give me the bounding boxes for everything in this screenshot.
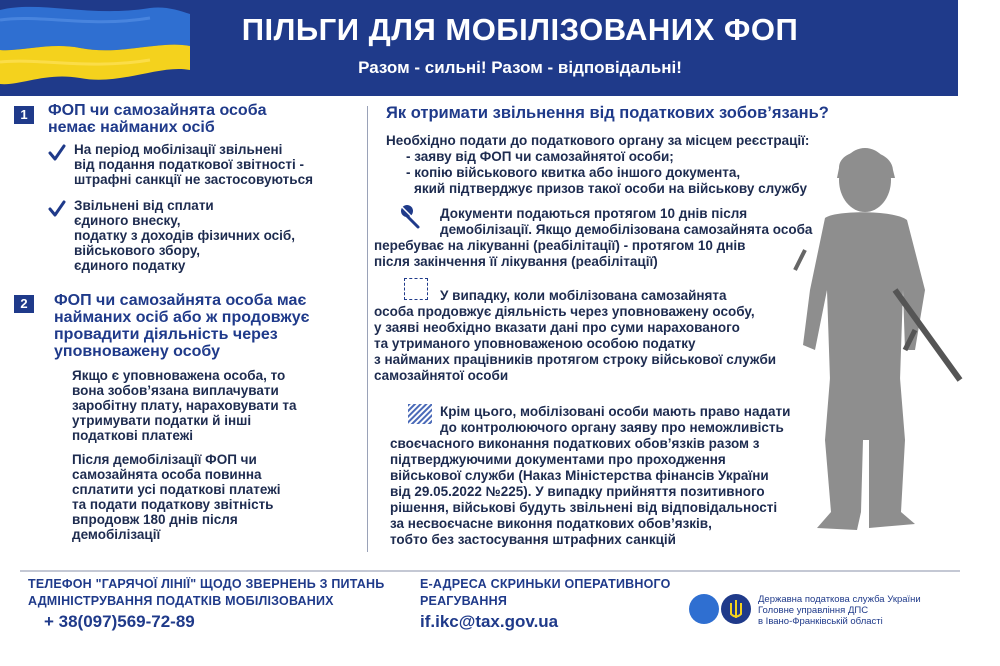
- text-line: своєчасного виконання податкових обов’язків разом з: [390, 436, 760, 451]
- section-1-number: 1: [14, 106, 34, 124]
- text-line: особа продовжує діяльність через уповноважену особу,: [374, 304, 755, 319]
- text-line: єдиного внеску,: [74, 213, 181, 228]
- text-line: перебуває на лікуванні (реабілітації) - протягом 10 днів: [374, 238, 746, 253]
- text-line: та подати податкову звітність: [72, 497, 274, 512]
- section-1-title-line: немає найманих осіб: [48, 119, 215, 136]
- text-line: та утриманого уповноваженою особою податку: [374, 336, 696, 351]
- org-line-1: Державна податкова служба України: [758, 594, 921, 605]
- text-line: тобто без застосування штрафних санкцій: [390, 532, 676, 547]
- checkmark-icon: [48, 144, 66, 162]
- section-2-title-line: уповноважену особу: [54, 343, 220, 360]
- ukraine-flag-graphic: [0, 0, 190, 96]
- org-line-2: Головне управління ДПС: [758, 605, 869, 616]
- intro-requirements: [386, 133, 809, 197]
- tax-service-logo: [688, 592, 754, 626]
- section-1-item-2: [74, 198, 295, 273]
- authorized-person-block: [374, 288, 776, 384]
- text-line: Після демобілізації ФОП чи: [72, 452, 257, 467]
- text-line: демобілізації. Якщо демобілізована самозайнята особа: [440, 222, 813, 237]
- text-line: сплатити усі податкові платежі: [72, 482, 281, 497]
- text-line: самозайнятої особи: [374, 368, 509, 383]
- text-line: вона зобов’язана виплачувати: [72, 383, 279, 398]
- section-1-item-1: [74, 142, 313, 187]
- text-line: який підтверджує призов такої особи на військову службу: [414, 181, 807, 196]
- text-line: ТЕЛЕФОН "ГАРЯЧОЇ ЛІНІЇ" ЩОДО ЗВЕРНЕНЬ З ПИТАНЬ: [28, 577, 385, 591]
- checkmark-icon: [48, 200, 66, 218]
- text-line: АДМІНІСТРУВАННЯ ПОДАТКІВ МОБІЛІЗОВАНИХ: [28, 594, 334, 608]
- section-1-title: [48, 102, 266, 136]
- header-banner: [0, 0, 958, 96]
- text-line: впродовж 180 днів після: [72, 512, 238, 527]
- additional-rights-block: [390, 404, 790, 548]
- text-line: самозайнята особа повинна: [72, 467, 262, 482]
- section-2-title-line: провадити діяльність через: [54, 326, 278, 343]
- text-line: до контролюючого органу заяву про неможливість: [440, 420, 784, 435]
- footer-divider: [20, 570, 960, 572]
- text-line: рішення, військові будуть звільнені від відповідальності: [390, 500, 778, 515]
- text-line: утримувати податки й інші: [72, 413, 252, 428]
- text-line: податку з доходів фізичних осіб,: [74, 228, 296, 243]
- section-2-paragraph-1: [72, 368, 297, 443]
- section-2-title-line: ФОП чи самозайнята особа має: [54, 292, 307, 309]
- section-2-paragraph-2: [72, 452, 281, 542]
- soldier-silhouette-image: [765, 140, 965, 540]
- text-line: Документи подаються протягом 10 днів після: [440, 206, 748, 221]
- section-1-title-line: ФОП чи самозайнята особа: [48, 102, 267, 119]
- right-section-title: Як отримати звільнення від податкових зобов’язань?: [386, 104, 829, 122]
- section-2-title: [54, 292, 309, 360]
- email-address-link[interactable]: if.ikc@tax.gov.ua: [420, 612, 559, 631]
- org-line-3: в Івано-Франківській області: [758, 616, 883, 627]
- text-line: податкові платежі: [72, 428, 194, 443]
- email-label: [420, 576, 671, 610]
- text-line: від подання податкової звітності -: [74, 157, 304, 172]
- text-line: від 29.05.2022 №225). У випадку прийняття позитивного: [390, 484, 765, 499]
- text-line: РЕАГУВАННЯ: [420, 594, 508, 608]
- text-line: підтверджуючими документами про проходження: [390, 452, 726, 467]
- section-2-title-line: найманих осіб або ж продовжує: [54, 309, 310, 326]
- text-line: Крім цього, мобілізовані особи мають право надати: [440, 404, 791, 419]
- text-line: демобілізації: [72, 527, 161, 542]
- text-line: з найманих працівників протягом строку військової служби: [374, 352, 777, 367]
- column-divider: [367, 106, 368, 552]
- page-subtitle: Разом - сильні! Разом - відповідальні!: [358, 58, 682, 77]
- hotline-label: [28, 576, 384, 610]
- text-line: єдиного податку: [74, 258, 186, 273]
- text-line: за несвоєчасне виконня податкових обов’язків,: [390, 516, 712, 531]
- text-line: у заяві необхідно вказати дані про суми нарахованого: [374, 320, 740, 335]
- deadline-block: [374, 206, 812, 270]
- text-line: після закінчення її лікування (реабілітації): [374, 254, 658, 269]
- text-line: Звільнені від сплати: [74, 198, 214, 213]
- text-line: заробітну плату, нараховувати та: [72, 398, 297, 413]
- text-line: Е-АДРЕСА СКРИНЬКИ ОПЕРАТИВНОГО: [420, 577, 671, 591]
- text-line: штрафні санкції не застосовуються: [74, 172, 313, 187]
- text-line: - заяву від ФОП чи самозайнятої особи;: [406, 149, 674, 164]
- text-line: військової служби (Наказ Міністерства фінансів України: [390, 468, 769, 483]
- page-title: ПІЛЬГИ ДЛЯ МОБІЛІЗОВАНИХ ФОП: [241, 12, 799, 47]
- text-line: - копію військового квитка або іншого документа,: [406, 165, 741, 180]
- section-2-number: 2: [14, 295, 34, 313]
- text-line: Необхідно подати до податкового органу за місцем реєстрації:: [386, 133, 810, 148]
- text-line: Якщо є уповноважена особа, то: [72, 368, 286, 383]
- text-line: У випадку, коли мобілізована самозайнята: [440, 288, 727, 303]
- text-line: військового збору,: [74, 243, 201, 258]
- hotline-phone[interactable]: + 38(097)569-72-89: [44, 612, 195, 631]
- text-line: На період мобілізації звільнені: [74, 142, 283, 157]
